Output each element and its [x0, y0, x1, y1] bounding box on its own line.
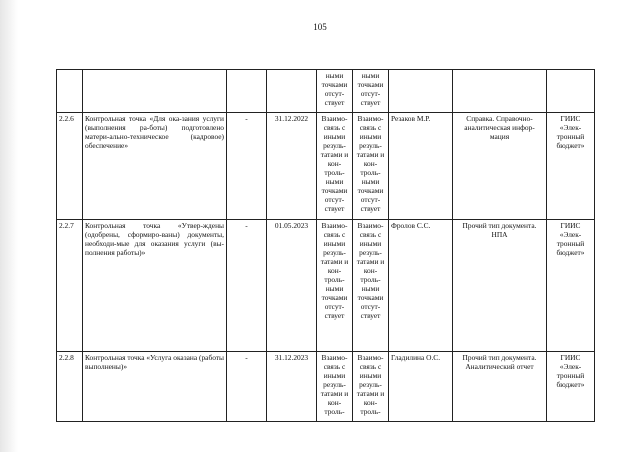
text-line: резуль-: [323, 141, 346, 150]
cell-dash: [227, 70, 267, 113]
text-line: ствует: [360, 98, 381, 107]
due-date: 01.05.2023: [267, 220, 317, 352]
text-line: ными: [361, 284, 380, 293]
text-line: связь с: [323, 362, 346, 371]
text-line: связь с: [323, 230, 346, 239]
cell-link-2: [353, 220, 389, 352]
text-line: Взаимо-: [357, 221, 384, 230]
table-row: [57, 113, 595, 220]
text-line: татами и: [356, 389, 385, 398]
text-line: кон-: [363, 266, 378, 275]
cell-num: [57, 70, 83, 113]
cell-link-1: [317, 220, 353, 352]
text-line: татами и: [356, 150, 385, 159]
cell-link-2: [353, 113, 389, 220]
text-line: иными: [323, 132, 346, 141]
text-line: троль-: [360, 407, 381, 416]
information-system: ГИИС «Элек-тронный бюджет»: [547, 352, 595, 422]
text-line: татами и: [320, 257, 349, 266]
scan-edge-shadow: [0, 0, 18, 452]
text-line: точками: [357, 293, 384, 302]
text-line: резуль-: [323, 248, 346, 257]
text-line: связь с: [359, 362, 382, 371]
table-row: [57, 220, 595, 352]
text-line: троль-: [324, 168, 345, 177]
text-line: ствует: [324, 204, 345, 213]
text-line: Взаимо-: [357, 114, 384, 123]
information-system: ГИИС «Элек-тронный бюджет»: [547, 113, 595, 220]
text-line: ными: [361, 177, 380, 186]
text-line: ствует: [360, 311, 381, 320]
cell-system: [547, 70, 595, 113]
control-point-name: Контрольная точка «Для ока-зания услуги (выполнения ра-боты) подготовлено матери-ально-техническое (кадровое) обеспечение»: [83, 113, 227, 220]
text-line: точками: [321, 80, 348, 89]
text-line: ствует: [360, 204, 381, 213]
text-line: иными: [359, 371, 382, 380]
table-row-continuation: [57, 70, 595, 113]
responsible-person: Гладилина О.С.: [389, 352, 453, 422]
text-line: Взаимо-: [357, 353, 384, 362]
cell-document: [453, 70, 547, 113]
information-system: ГИИС «Элек-тронный бюджет»: [547, 220, 595, 352]
text-line: ными: [361, 71, 380, 80]
text-line: Взаимо-: [321, 353, 348, 362]
text-line: татами и: [320, 389, 349, 398]
row-number: 2.2.7: [57, 220, 83, 352]
text-line: точками: [357, 186, 384, 195]
text-line: татами и: [356, 257, 385, 266]
text-line: кон-: [327, 159, 342, 168]
due-date: 31.12.2023: [267, 352, 317, 422]
text-line: точками: [321, 186, 348, 195]
text-line: кон-: [327, 398, 342, 407]
text-line: кон-: [363, 159, 378, 168]
text-line: связь с: [359, 230, 382, 239]
text-line: Взаимо-: [321, 114, 348, 123]
text-line: ствует: [324, 311, 345, 320]
cell-dash: -: [227, 220, 267, 352]
text-line: иными: [359, 239, 382, 248]
text-line: татами и: [320, 150, 349, 159]
text-line: ными: [325, 284, 344, 293]
text-line: связь с: [359, 123, 382, 132]
text-line: резуль-: [359, 141, 382, 150]
text-line: иными: [323, 239, 346, 248]
text-line: иными: [359, 132, 382, 141]
text-line: отсут-: [324, 195, 345, 204]
text-line: ными: [325, 71, 344, 80]
text-line: Взаимо-: [321, 221, 348, 230]
cell-dash: -: [227, 352, 267, 422]
cell-link-2: [353, 70, 389, 113]
text-line: отсут-: [324, 89, 345, 98]
control-points-table: [56, 69, 595, 422]
text-line: ными: [325, 177, 344, 186]
cell-date: [267, 70, 317, 113]
cell-link-1: [317, 70, 353, 113]
cell-link-1: [317, 352, 353, 422]
text-line: отсут-: [360, 89, 381, 98]
text-line: троль-: [324, 275, 345, 284]
text-line: точками: [357, 80, 384, 89]
page-number: 105: [313, 22, 327, 32]
responsible-person: Фролов С.С.: [389, 220, 453, 352]
table-row: [57, 352, 595, 422]
text-line: иными: [323, 371, 346, 380]
control-point-name: Контрольная точка «Услуга оказана (работы выполнены)»: [83, 352, 227, 422]
due-date: 31.12.2022: [267, 113, 317, 220]
text-line: отсут-: [360, 195, 381, 204]
control-point-name: Контрольная точка «Утвер-ждены (одобрены, сформиро-ваны) документы, необходи-мые для оказания услуги (вы-полнения работы)»: [83, 220, 227, 352]
row-number: 2.2.6: [57, 113, 83, 220]
cell-name: [83, 70, 227, 113]
cell-dash: -: [227, 113, 267, 220]
text-line: резуль-: [323, 380, 346, 389]
text-line: ствует: [324, 98, 345, 107]
document-type: Прочий тип документа. Аналитический отчет: [453, 352, 547, 422]
text-line: троль-: [360, 168, 381, 177]
cell-responsible: [389, 70, 453, 113]
text-line: кон-: [363, 398, 378, 407]
text-line: резуль-: [359, 248, 382, 257]
text-line: троль-: [324, 407, 345, 416]
text-line: точками: [321, 293, 348, 302]
text-line: отсут-: [324, 302, 345, 311]
document-type: Справка. Справочно-аналитическая инфор-мация: [453, 113, 547, 220]
text-line: резуль-: [359, 380, 382, 389]
responsible-person: Резаков М.Р.: [389, 113, 453, 220]
row-number: 2.2.8: [57, 352, 83, 422]
document-type: Прочий тип документа. НПА: [453, 220, 547, 352]
text-line: отсут-: [360, 302, 381, 311]
text-line: троль-: [360, 275, 381, 284]
cell-link-1: [317, 113, 353, 220]
text-line: связь с: [323, 123, 346, 132]
text-line: кон-: [327, 266, 342, 275]
cell-link-2: [353, 352, 389, 422]
